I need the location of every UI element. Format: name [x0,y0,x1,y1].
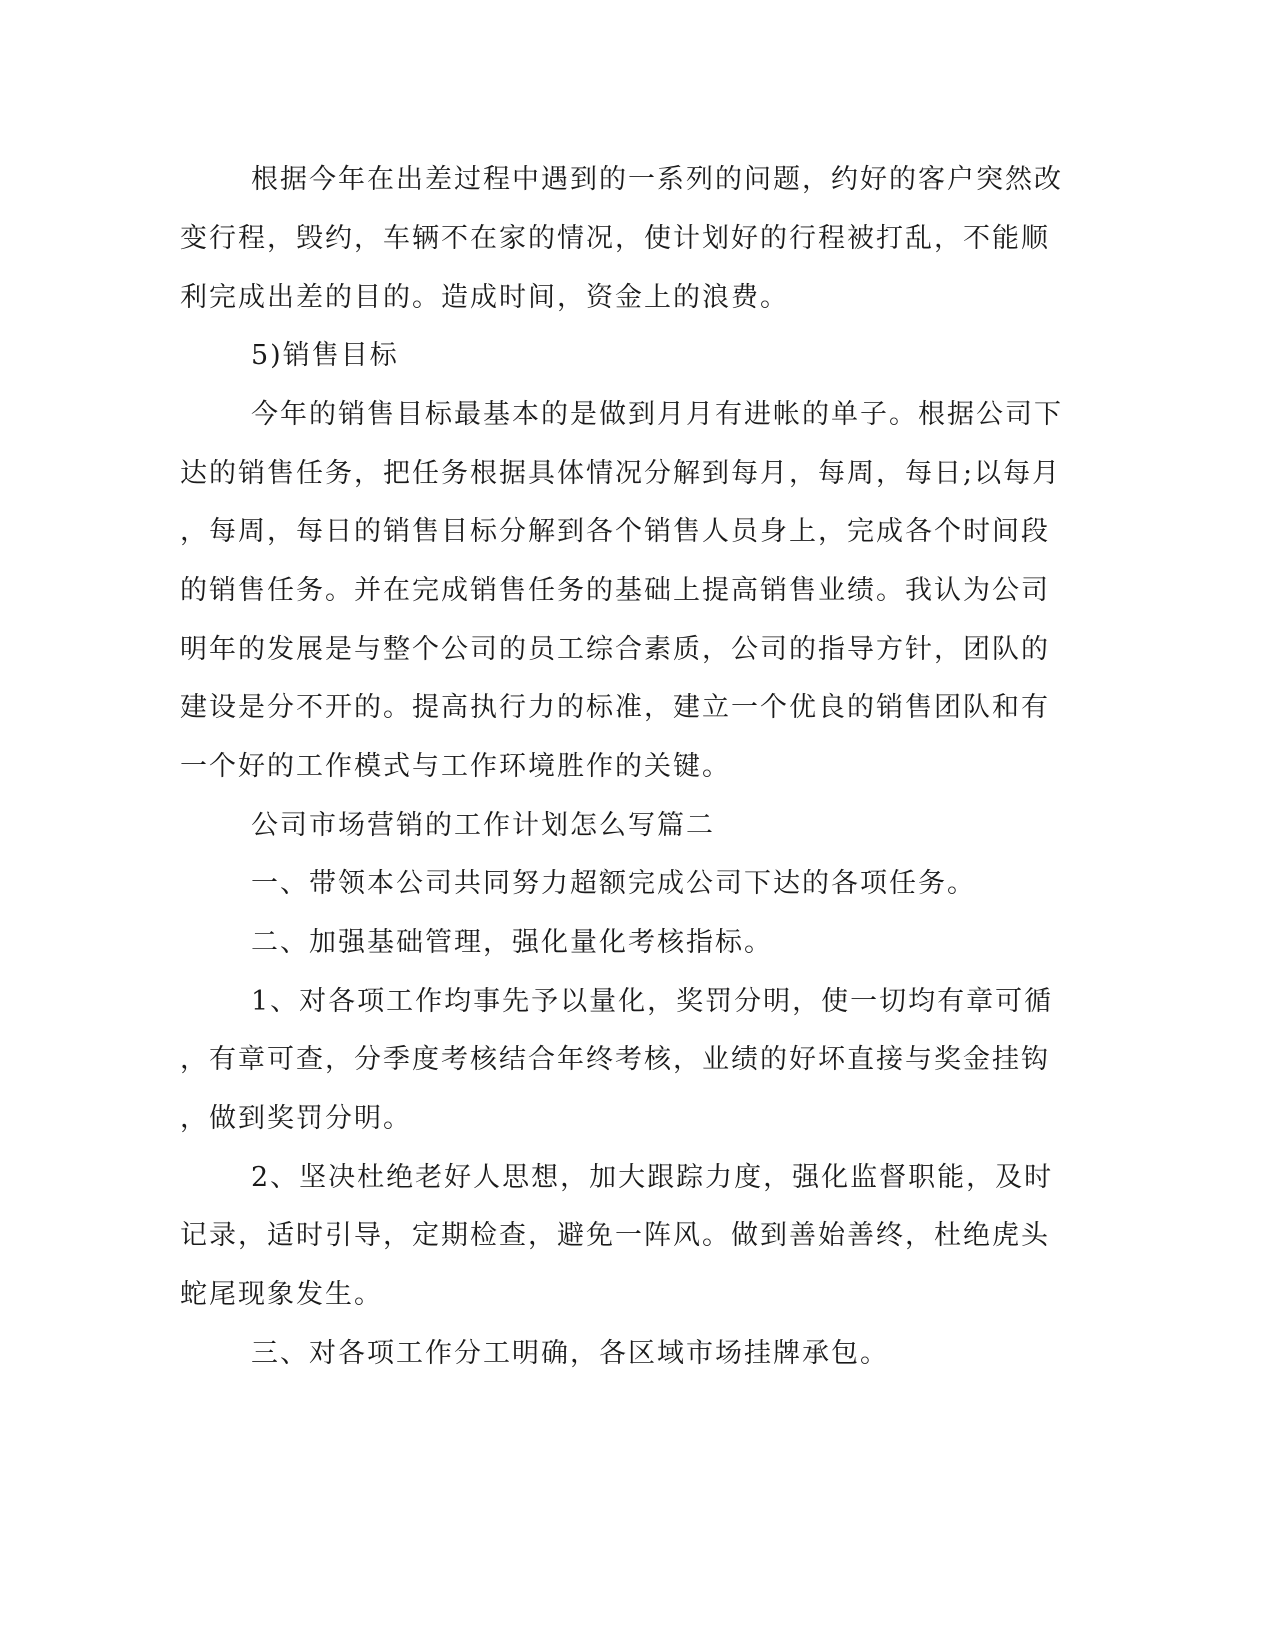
text-line: 今年的销售目标最基本的是做到月月有进帐的单子。根据公司下 [251,399,1063,430]
text-line: 一、带领本公司共同努力超额完成公司下达的各项任务。 [251,868,976,899]
text-line: ，有章可查，分季度考核结合年终考核，业绩的好坏直接与奖金挂钩 [180,1044,1050,1075]
text-line: 一个好的工作模式与工作环境胜作的关键。 [180,751,731,782]
section-heading: 5)销售目标 [251,340,399,371]
text-line: 记录，适时引导，定期检查，避免一阵风。做到善始善终，杜绝虎头 [180,1220,1050,1251]
text-line: 2、坚决杜绝老好人思想，加大跟踪力度，强化监督职能，及时 [251,1162,1054,1193]
text-line: 蛇尾现象发生。 [180,1279,383,1310]
text-line: 1、对各项工作均事先予以量化，奖罚分明，使一切均有章可循 [251,986,1054,1017]
text-line: 三、对各项工作分工明确，各区域市场挂牌承包。 [251,1338,889,1369]
text-line: ，每周，每日的销售目标分解到各个销售人员身上，完成各个时间段 [180,516,1050,547]
text-line: 变行程，毁约，车辆不在家的情况，使计划好的行程被打乱，不能顺 [180,223,1050,254]
text-line: 明年的发展是与整个公司的员工综合素质，公司的指导方针，团队的 [180,634,1050,665]
text-line: ，做到奖罚分明。 [180,1103,412,1134]
text-line: 二、加强基础管理，强化量化考核指标。 [251,927,773,958]
text-line: 根据今年在出差过程中遇到的一系列的问题，约好的客户突然改 [251,164,1063,195]
text-line: 达的销售任务，把任务根据具体情况分解到每月，每周，每日;以每月 [180,458,1062,489]
text-line: 利完成出差的目的。造成时间，资金上的浪费。 [180,282,789,313]
section-heading: 公司市场营销的工作计划怎么写篇二 [251,810,715,841]
text-line: 的销售任务。并在完成销售任务的基础上提高销售业绩。我认为公司 [180,575,1050,606]
text-line: 建设是分不开的。提高执行力的标准，建立一个优良的销售团队和有 [180,692,1050,723]
